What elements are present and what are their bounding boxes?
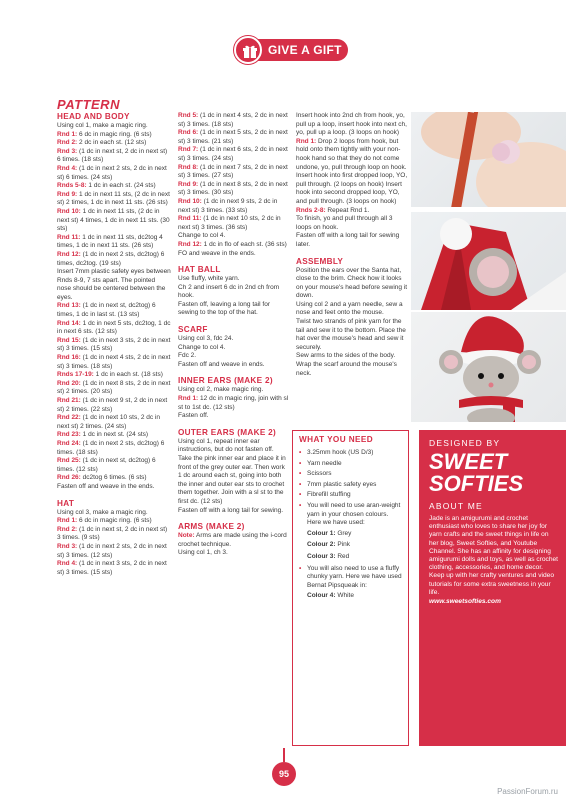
round-label: Rnd 2:	[57, 139, 78, 147]
yarn-colour-value: Red	[335, 552, 350, 560]
round-label: Rnd 11:	[178, 215, 202, 223]
round-text: 6 dc in magic ring. (6 sts)	[77, 517, 152, 525]
round-text: (1 dc in next 2 sts, 2 dc in next st) 6 times. (24 sts)	[57, 164, 167, 181]
round-text: dc2tog 6 times. (6 sts)	[80, 474, 147, 482]
round-text: 1 dc in each st. (18 sts)	[93, 371, 163, 379]
pattern-text: Change to col 4.	[178, 232, 226, 240]
round-label: Note:	[178, 532, 195, 540]
round-text: (1 dc in next 6 sts, 2 dc in next st) 3 times. (24 sts)	[178, 146, 288, 162]
round-text: Repeat Rnd 1.	[325, 206, 370, 214]
round-label: Rnd 12:	[178, 240, 202, 248]
round-text: (1 dc in next 9 st, 2 dc in next st) 2 times. (22 sts)	[57, 397, 168, 413]
pattern-text: Insert 7mm plastic safety eyes between Rnds 8-9, 7 sts apart. The pointed nose should be centered between the eyes.	[57, 268, 171, 301]
pattern-round	[57, 337, 171, 354]
pattern-column-3	[296, 112, 408, 378]
pattern-text: Ch 2 and insert 6 dc in 2nd ch from hook.	[178, 283, 280, 300]
section-heading: SCARF	[178, 325, 208, 335]
pattern-round	[178, 241, 290, 250]
page-number: 95	[272, 762, 296, 786]
round-text: (1 dc in next st, dc2tog) 6 times. (12 sts)	[57, 457, 156, 473]
round-label: Rnd 26:	[57, 474, 81, 482]
round-label: Rnd 1:	[57, 130, 78, 138]
pattern-text: Using col 1, make a magic ring.	[57, 122, 148, 129]
pattern-round	[57, 431, 171, 440]
pattern-round	[57, 474, 171, 483]
section-heading: HEAD AND BODY	[57, 112, 130, 121]
pattern-text: Change to col 4.	[178, 343, 226, 351]
pattern-column-1	[57, 98, 171, 577]
pattern-round	[57, 320, 171, 337]
pattern-text: Wrap the scarf around the mouse's neck.	[296, 361, 397, 377]
pattern-text: Using col 3, make a magic ring.	[57, 508, 148, 516]
pattern-round	[296, 138, 408, 207]
what-you-need-title: WHAT YOU NEED	[299, 435, 374, 444]
pattern-round	[57, 397, 171, 414]
pattern-round	[178, 198, 290, 215]
round-text: (1 dc in next 8 sts, 2 dc in next st) 3 times. (30 sts)	[178, 180, 288, 197]
round-text: 1 dc in each st. (24 sts)	[86, 182, 156, 190]
pattern-round	[57, 302, 171, 319]
round-label: Rnd 1:	[178, 395, 199, 403]
round-text: 1 dc in next 11 sts, (2 dc in next st) 4 times, 1 dc in next 11 sts. (30 sts)	[57, 207, 170, 233]
yarn-colour-label: Colour 3:	[307, 552, 336, 560]
round-text: 1 dc in next 5 sts, dc2tog, 1 dc in next 6 sts. (12 sts)	[57, 319, 171, 336]
round-label: Rnd 13:	[57, 302, 81, 310]
round-text: Drop 2 loops from hook, but hold onto them tightly with your non-hook hand so that they do not come undone, yo, pull through loop on hook. Insert hook into first dropped loop, YO, pull through. (2 loops on hook) Insert hook into second dropped loop, YO, and pull through. (3 loops on hook)	[296, 137, 408, 205]
need-item: • You will need to use aran-weight yarn in your chosen colours. Here we have used:	[299, 502, 402, 528]
round-label: Rnd 11:	[57, 233, 81, 241]
section-heading: HAT BALL	[178, 265, 221, 275]
pattern-round	[57, 517, 171, 526]
round-text: (1 dc in next 7 sts, 2 dc in next st) 3 times. (27 sts)	[178, 163, 288, 180]
yarn-colour	[299, 553, 402, 562]
round-label: Rnd 24:	[57, 439, 81, 447]
round-label: Rnd 9:	[57, 190, 78, 198]
pattern-text: Fasten off, leaving a long tail for sewing to the top of the hat.	[178, 300, 271, 317]
round-label: Rnd 22:	[57, 414, 81, 422]
round-text: (1 dc in next st, 2 dc in next st) 3 times. (9 sts)	[57, 525, 168, 542]
pattern-round	[178, 129, 290, 146]
round-label: Rnd 4:	[57, 164, 78, 172]
pattern-text: Position the ears over the Santa hat, close to the brim. Check how it looks on your mouse's head before sewing it down.	[296, 266, 408, 300]
yarn-colour-label: Colour 4:	[307, 592, 336, 600]
pattern-round	[57, 191, 171, 208]
pattern-round	[57, 354, 171, 371]
need-item: • 3.25mm hook (US D/3)	[299, 449, 402, 458]
yarn-colour	[299, 530, 402, 539]
section-label: GIVE A GIFT	[252, 39, 348, 61]
pattern-text: Using col 3, fdc 24.	[178, 335, 234, 343]
round-label: Rnd 9:	[178, 180, 199, 188]
round-label: Rnd 1:	[296, 137, 317, 145]
pattern-steps-1	[57, 112, 171, 577]
pattern-round	[57, 560, 171, 577]
round-text: (1 dc in next 2 sts, dc2tog) 6 times, dc2tog. (19 sts)	[57, 250, 165, 267]
need-item: • Scissors	[299, 470, 402, 479]
designer-by-label: DESIGNED BY	[429, 438, 501, 448]
yarn-colour-label: Colour 2:	[307, 541, 336, 549]
need-item: • You will also need to use a fluffy chunky yarn. Here we have used Bernat Pipsqueak in:	[299, 565, 402, 591]
section-header	[0, 36, 566, 64]
round-text: 12 dc in magic ring, join with sl st to 1st dc. (12 sts)	[178, 395, 289, 411]
pattern-round	[178, 532, 290, 549]
pattern-text: Using col 2 and a yarn needle, sew a nose and feet onto the mouse.	[296, 300, 403, 317]
round-text: (1 dc in next 8 sts, 2 dc in next st) 2 times. (20 sts)	[57, 379, 171, 396]
pattern-round	[57, 234, 171, 251]
yarn-colour-value: White	[335, 592, 354, 600]
pattern-round	[178, 215, 290, 232]
pattern-text: Fasten off with a long tail for sewing later.	[296, 232, 400, 248]
pattern-column-2	[178, 112, 290, 558]
section-heading: HAT	[57, 498, 75, 508]
round-label: Rnds 17-19:	[57, 371, 94, 379]
what-you-need-list	[299, 449, 402, 601]
designer-website-link[interactable]: www.sweetsofties.com	[429, 598, 501, 606]
pattern-round	[57, 371, 171, 380]
pattern-text: Insert hook into 2nd ch from hook, yo, pull up a loop, insert hook into next ch, yo, pull up a loop. (3 loops on hook)	[296, 112, 407, 137]
photo-strip	[411, 112, 566, 422]
round-label: Rnd 10:	[178, 197, 202, 205]
pattern-text: Fdc 2.	[178, 352, 197, 360]
pattern-text: Using col 1, ch 3.	[178, 549, 228, 557]
round-label: Rnd 3:	[57, 542, 78, 550]
round-label: Rnd 6:	[178, 129, 199, 137]
yarn-colour-value: Pink	[335, 541, 350, 549]
pattern-round	[178, 395, 290, 412]
pattern-round	[178, 164, 290, 181]
section-heading: OUTER EARS (MAKE 2)	[178, 427, 277, 437]
pattern-round	[178, 146, 290, 163]
pattern-text: Fasten off and weave in ends.	[178, 360, 265, 368]
pattern-round	[57, 457, 171, 474]
pattern-round	[178, 112, 290, 129]
designer-name: SWEET SOFTIES	[429, 449, 524, 496]
round-text: (1 dc in next 3 sts, 2 dc in next st) 3 times. (15 sts)	[57, 560, 167, 576]
pattern-round	[57, 543, 171, 560]
round-label: Rnd 16:	[57, 354, 81, 362]
round-label: Rnds 5-8:	[57, 182, 87, 190]
round-label: Rnd 2:	[57, 525, 78, 533]
pattern-text: Use fluffy, white yarn.	[178, 275, 240, 283]
need-item: • Yarn needle	[299, 460, 402, 469]
pattern-text: Fasten off with a long tail for sewing.	[178, 506, 284, 514]
need-item: • 7mm plastic safety eyes	[299, 481, 402, 490]
need-item: • Fibrefill stuffing	[299, 491, 402, 500]
round-label: Rnd 12:	[57, 250, 81, 258]
pattern-round	[57, 165, 171, 182]
pattern-round	[57, 526, 171, 543]
round-text: (1 dc in next 2 sts, dc2tog) 6 times. (18 sts)	[57, 439, 165, 456]
what-you-need-box	[292, 430, 409, 746]
pattern-round	[57, 148, 171, 165]
pattern-round	[57, 380, 171, 397]
round-label: Rnd 23:	[57, 431, 81, 439]
pattern-round	[57, 208, 171, 234]
round-label: Rnd 20:	[57, 379, 81, 387]
round-text: 6 dc in magic ring. (6 sts)	[77, 130, 152, 138]
pattern-round	[57, 139, 171, 148]
pattern-text: Fasten off and weave in the ends.	[57, 482, 155, 490]
pattern-text: FO and weave in the ends.	[178, 249, 256, 257]
round-text: 1 dc in next 11 sts, dc2tog 4 times, 1 dc in next 11 sts. (26 sts)	[57, 233, 163, 250]
pattern-round	[57, 440, 171, 457]
yarn-colour-value: Grey	[335, 529, 352, 537]
round-label: Rnds 2-8:	[296, 206, 326, 214]
round-text: (1 dc in next 5 sts, 2 dc in next st) 3 times. (21 sts)	[178, 129, 288, 145]
round-text: Arms are made using the i-cord crochet technique.	[178, 532, 287, 548]
round-text: (1 dc in next 10 sts, 2 dc in next st) 2 times. (24 sts)	[57, 414, 160, 430]
round-label: Rnd 14:	[57, 319, 81, 327]
section-heading: INNER EARS (MAKE 2)	[178, 376, 273, 386]
yarn-colour	[299, 541, 402, 550]
round-text: (1 dc in next st, dc2tog) 6 times, 1 dc in last st. (13 sts)	[57, 302, 156, 319]
pattern-text: Fasten off.	[178, 412, 209, 420]
pattern-title: PATTERN	[57, 97, 120, 112]
round-label: Rnd 4:	[57, 560, 78, 568]
watermark: PassionForum.ru	[497, 787, 558, 796]
yarn-colour	[299, 592, 402, 601]
round-text: 1 dc in flo of each st. (36 sts)	[201, 240, 287, 248]
pattern-text: Using col 2, make magic ring.	[178, 386, 264, 394]
round-text: (1 dc in next 4 sts, 2 dc in next st) 3 times. (18 sts)	[57, 354, 171, 370]
round-label: Rnd 7:	[178, 146, 199, 154]
round-text: (1 dc in next 9 sts, 2 dc in next st) 3 times. (33 sts)	[178, 197, 278, 214]
photo-crochet-hook	[411, 112, 566, 207]
photo-mouse	[411, 312, 566, 422]
pattern-round	[57, 182, 171, 191]
about-me-label: ABOUT ME	[429, 501, 483, 511]
round-label: Rnd 3:	[57, 147, 78, 155]
round-label: Rnd 25:	[57, 457, 81, 465]
pattern-text: To finish, yo and pull through all 3 loops on hook.	[296, 215, 393, 231]
round-text: (1 dc in next 3 sts, 2 dc in next st) 3 times. (15 sts)	[57, 336, 171, 353]
pattern-text: Using col 1, repeat inner ear instructions, but do not fasten off.	[178, 437, 274, 454]
round-text: (1 dc in next 2 sts, 2 dc in next st) 3 times. (12 sts)	[57, 542, 167, 559]
pattern-round	[57, 414, 171, 431]
round-text: (1 dc in next st, 2 dc in next st) 6 times. (18 sts)	[57, 147, 168, 164]
pattern-text: Sew arms to the sides of the body.	[296, 352, 396, 360]
yarn-colour-label: Colour 1:	[307, 529, 336, 537]
section-heading: ASSEMBLY	[296, 256, 344, 266]
round-label: Rnd 1:	[57, 517, 78, 525]
section-heading: ARMS (MAKE 2)	[178, 522, 245, 532]
pattern-text: Twist two strands of pink yarn for the tail and sew it to the bottom. Place the hat over the mouse's head and sew it securely.	[296, 318, 406, 351]
round-label: Rnd 5:	[178, 112, 199, 119]
pattern-text: Take the pink inner ear and place it in front of the grey outer ear. Then work 1 dc around each st, going into both the inner and outer ear sts to crochet them together. Join with a sl st to the first dc. (12 sts)	[178, 455, 286, 505]
pattern-round	[178, 181, 290, 198]
gift-icon	[234, 36, 262, 64]
photo-ear-hat	[411, 212, 566, 310]
round-text: (1 dc in next 10 sts, 2 dc in next st) 3 times. (36 sts)	[178, 215, 281, 231]
round-text: 2 dc in each st. (12 sts)	[77, 139, 147, 147]
designer-bio: Jade is an amigurumi and crochet enthusiast who loves to share her joy for yarn crafts and the sweet things in life on her blog, Sweet Softies, and Youtube Channel. She has an affinity for designing amigurumi dolls and toys, as well as crochet clothing, accessories, and home decor. Keep up with her crafty ventures and video tutorials for some extra sweetness in your life.	[429, 515, 558, 596]
pattern-round	[296, 207, 408, 216]
round-label: Rnd 10:	[57, 207, 81, 215]
round-text: 1 dc in next st. (24 sts)	[80, 431, 149, 439]
round-label: Rnd 15:	[57, 336, 81, 344]
round-text: (1 dc in next 4 sts, 2 dc in next st) 3 times. (18 sts)	[178, 112, 288, 128]
pattern-round	[57, 251, 171, 268]
designer-panel	[419, 430, 566, 746]
round-label: Rnd 8:	[178, 163, 199, 171]
pattern-round	[57, 131, 171, 140]
round-label: Rnd 21:	[57, 397, 81, 404]
round-text: 1 dc in next 11 sts, (2 dc in next st) 2 times, 1 dc in next 11 sts. (26 sts)	[57, 190, 170, 207]
